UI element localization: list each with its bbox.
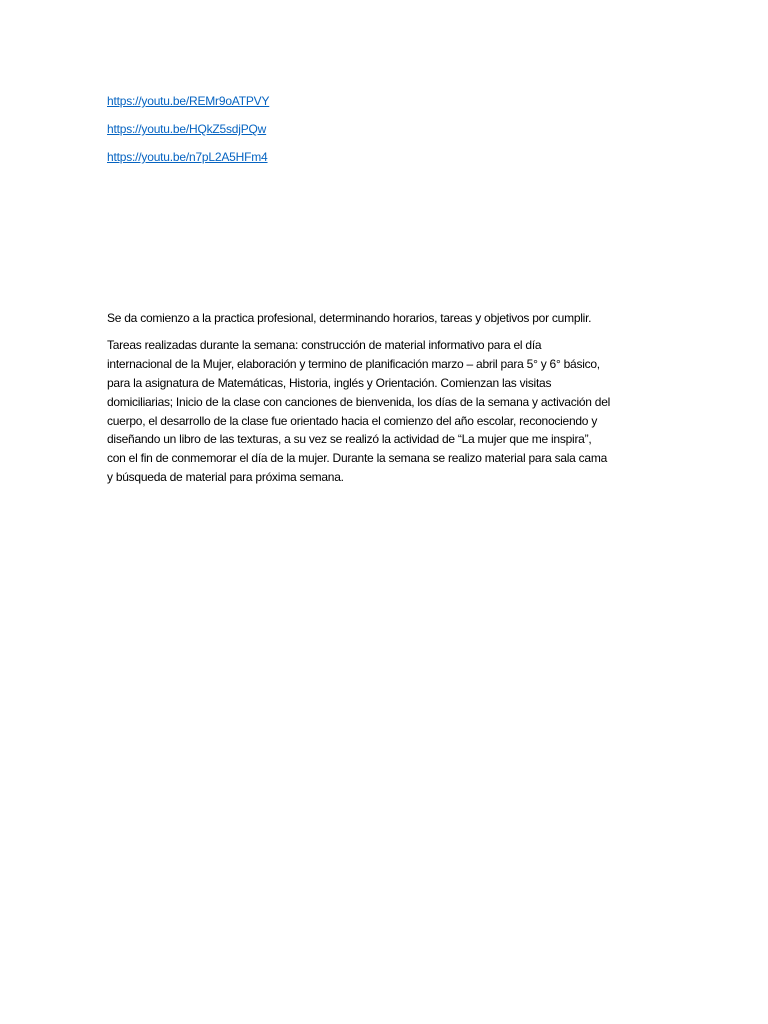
youtube-link-2[interactable]: https://youtu.be/HQkZ5sdjPQw bbox=[107, 122, 267, 136]
youtube-link-1[interactable]: https://youtu.be/REMr9oATPVY bbox=[107, 94, 270, 108]
tasks-paragraph: Tareas realizadas durante la semana: construcción de material informativo para el día internacional de la Mujer, elaboración y termino de planificación marzo – abril para 5° y 6° básico, para la asignatura de Matemáticas, Historia, inglés y Orientación. Comienzan las visitas domiciliarias; Inicio de la clase con canciones de bienvenida, los días de la semana y activación del cuerpo, el desarrollo de la clase fue orientado hacia el comienzo del año escolar, reconociendo y diseñando un libro de las texturas, a su vez se realizó la actividad de “La mujer que me inspira”, con el fin de conmemorar el día de la mujer. Durante la semana se realizo material para sala cama y búsqueda de material para próxima semana. bbox=[107, 337, 611, 485]
youtube-link-3[interactable]: https://youtu.be/n7pL2A5HFm4 bbox=[107, 150, 268, 164]
link-list bbox=[107, 92, 269, 176]
intro-paragraph: Se da comienzo a la practica profesional, determinando horarios, tareas y objetivos por cumplir. bbox=[107, 311, 592, 325]
body-text bbox=[107, 309, 667, 495]
